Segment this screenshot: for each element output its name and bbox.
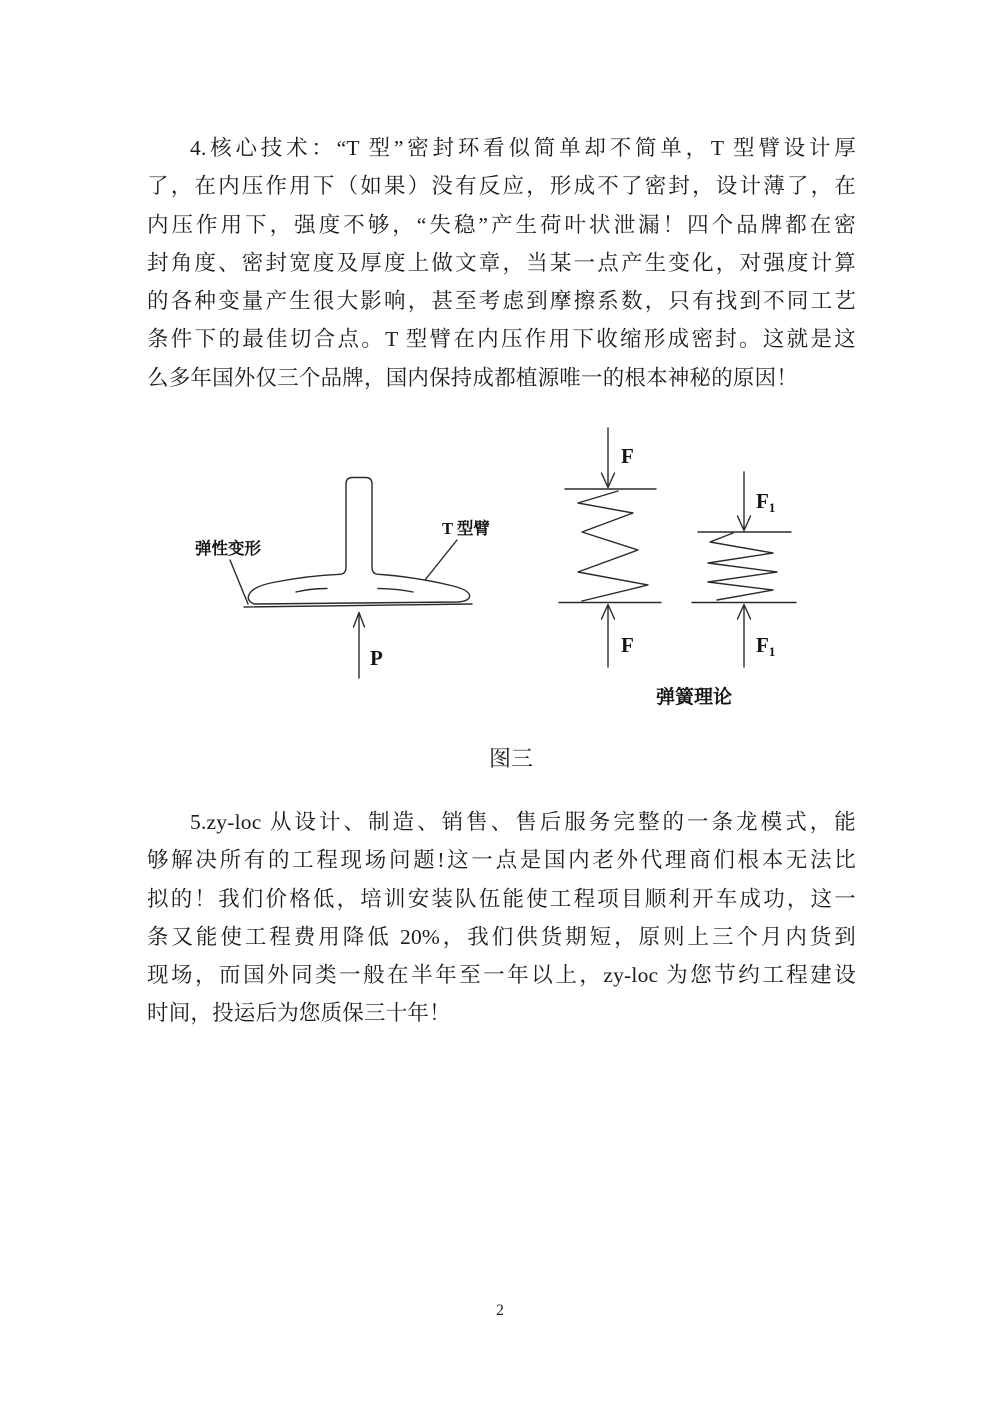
text-line: 够解决所有的工程现场问题!这一点是国内老外代理商们根本无法比 [147, 848, 856, 873]
force-f1-top-label [756, 489, 775, 515]
pressure-arrow [354, 613, 365, 679]
spring-theory-label: 弹簧理论 [656, 687, 733, 708]
text-line: 么多年国外仅三个品牌，国内保持成都植源唯一的根本神秘的原因！ [147, 365, 799, 390]
t-arm-label: T 型臂 [442, 519, 490, 538]
text-line: 条又能使工程费用降低 20%，我们供货期短，原则上三个月内货到 [147, 924, 856, 949]
text-line: 4.核心技术：“T 型”密封环看似简单却不简单，T 型臂设计厚 [190, 136, 856, 160]
t-seal-profile [248, 478, 469, 605]
spring-extended [559, 428, 661, 667]
force-f1-main: F [756, 489, 769, 513]
figure-3-diagram [170, 415, 870, 715]
elastic-deformation-leader-line [230, 560, 248, 604]
text-line: 了，在内压作用下（如果）没有反应，形成不了密封，设计薄了，在 [147, 174, 856, 199]
t-arm-leader-line [425, 540, 457, 580]
force-arrow-up [602, 605, 615, 668]
text-line: 的各种变量产生很大影响，甚至考虑到摩擦系数，只有找到不同工艺 [147, 289, 856, 314]
text-line: 拟的！我们价格低，培训安装队伍能使工程项目顺利开车成功，这一 [147, 886, 856, 911]
force-f1-main: F [756, 633, 769, 657]
force-f-top-label: F [621, 444, 634, 468]
spring-theory-drawing [559, 428, 796, 708]
text-line: 内压作用下，强度不够，“失稳”产生荷叶状泄漏！四个品牌都在密 [147, 212, 856, 237]
force1-arrow-up [738, 605, 751, 668]
text-line: 5.zy-loc 从设计、制造、销售、售后服务完整的一条龙模式，能 [190, 810, 856, 834]
text-line: 封角度、密封宽度及厚度上做文章，当某一点产生变化，对强度计算 [147, 250, 856, 275]
page-number: 2 [496, 1302, 504, 1319]
paragraph-zy-loc-service [147, 803, 856, 1033]
spring1-coil [578, 491, 648, 601]
t-seal-drawing [195, 478, 490, 679]
force-f1-subscript: 1 [768, 500, 776, 515]
spring-compressed [692, 472, 796, 667]
force-f1-bottom-label [756, 633, 775, 659]
figure-caption: 图三 [488, 746, 533, 771]
paragraph-core-technology [147, 129, 856, 397]
force-arrow-down [602, 428, 615, 488]
spring2-coil [708, 533, 777, 600]
text-line: 时间，投运后为您质保三十年！ [147, 1001, 451, 1026]
force-f1-subscript: 1 [768, 644, 776, 659]
text-line: 现场，而国外同类一般在半年至一年以上，zy-loc 为您节约工程建设 [147, 963, 856, 988]
elastic-deformation-label: 弹性变形 [195, 539, 261, 558]
force1-arrow-down [738, 472, 751, 531]
force-f-bottom-label: F [621, 633, 634, 657]
pressure-label: P [370, 646, 383, 670]
text-line: 条件下的最佳切合点。T 型臂在内压作用下收缩形成密封。这就是这 [147, 327, 856, 352]
